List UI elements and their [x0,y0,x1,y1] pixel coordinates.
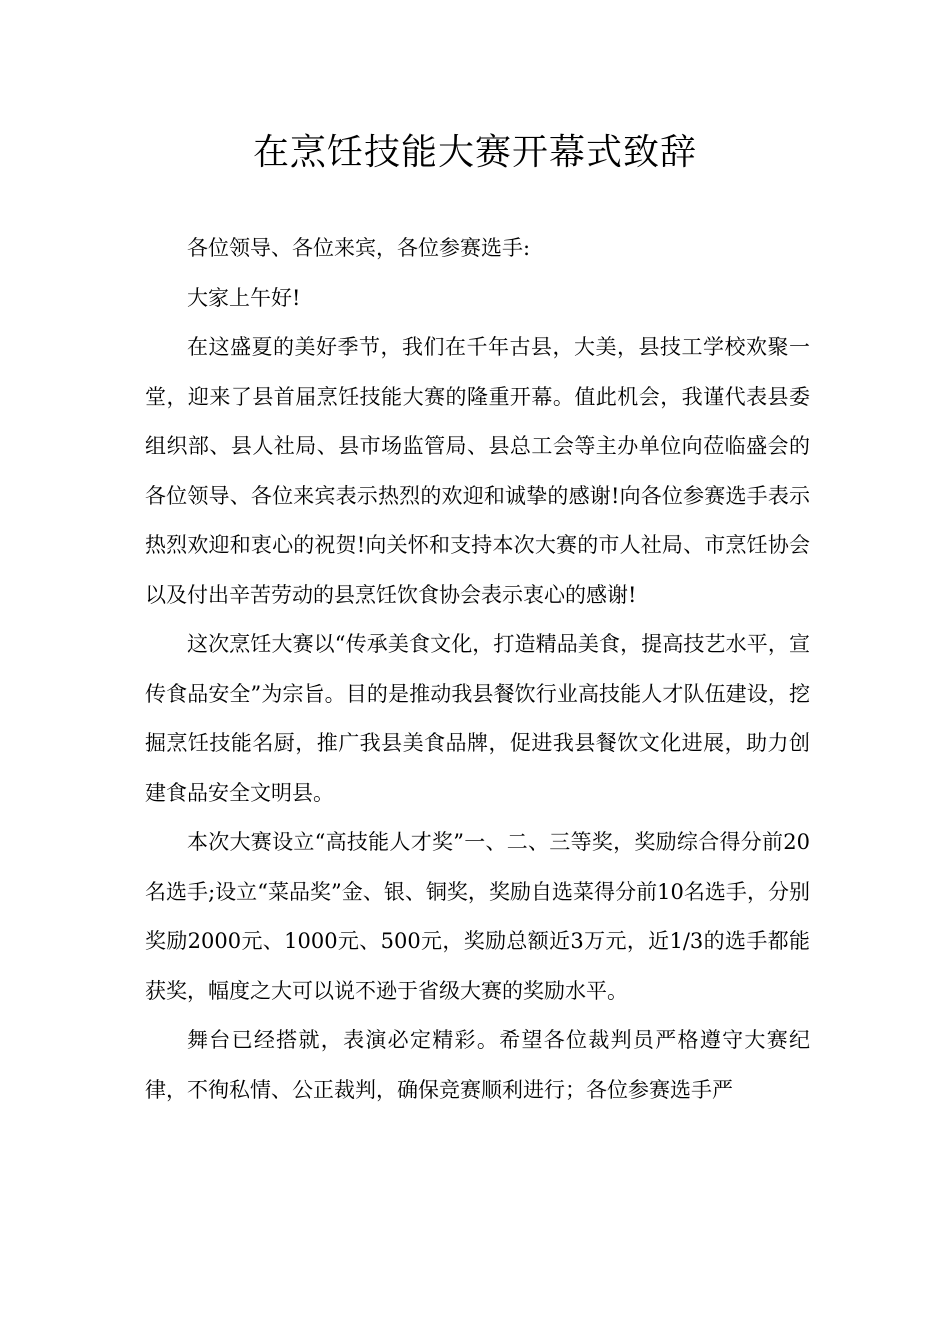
purpose-paragraph: 这次烹饪大赛以“传承美食文化，打造精品美食，提高技艺水平，宣传食品安全”为宗旨。目的是推动我县餐饮行业高技能人才队伍建设，挖掘烹饪技能名厨，推广我县美食品牌，促进我县餐饮文化进展，助力创建食品安全文明县。 [145,632,810,805]
closing-paragraph: 舞台已经搭就，表演必定精彩。希望各位裁判员严格遵守大赛纪律，不徇私情、公正裁判，确保竞赛顺利进行；各位参赛选手严 [145,1028,810,1102]
salutation-paragraph: 各位领导、各位来宾，各位参赛选手: [187,236,531,260]
welcome-paragraph: 在这盛夏的美好季节，我们在千年古县，大美，县技工学校欢聚一堂，迎来了县首届烹饪技能大赛的隆重开幕。值此机会，我谨代表县委组织部、县人社局、县市场监管局、县总工会等主办单位向莅临盛会的各位领导、各位来宾表示热烈的欢迎和诚挚的感谢!向各位参赛选手表示热烈欢迎和衷心的祝贺!向关怀和支持本次大赛的市人社局、市烹饪协会以及付出辛苦劳动的县烹饪饮食协会表示衷心的感谢! [145,335,810,607]
document-title: 在烹饪技能大赛开幕式致辞 [252,132,697,173]
awards-paragraph: 本次大赛设立“高技能人才奖”一、二、三等奖，奖励综合得分前20名选手;设立“菜品奖”金、银、铜奖，奖励自选菜得分前10名选手，分别奖励2000元、1000元、500元，奖励总额近3万元，近1/3的选手都能获奖，幅度之大可以说不逊于省级大赛的奖励水平。 [145,830,810,1003]
greeting-paragraph: 大家上午好! [187,285,301,310]
document-body [145,224,810,1115]
